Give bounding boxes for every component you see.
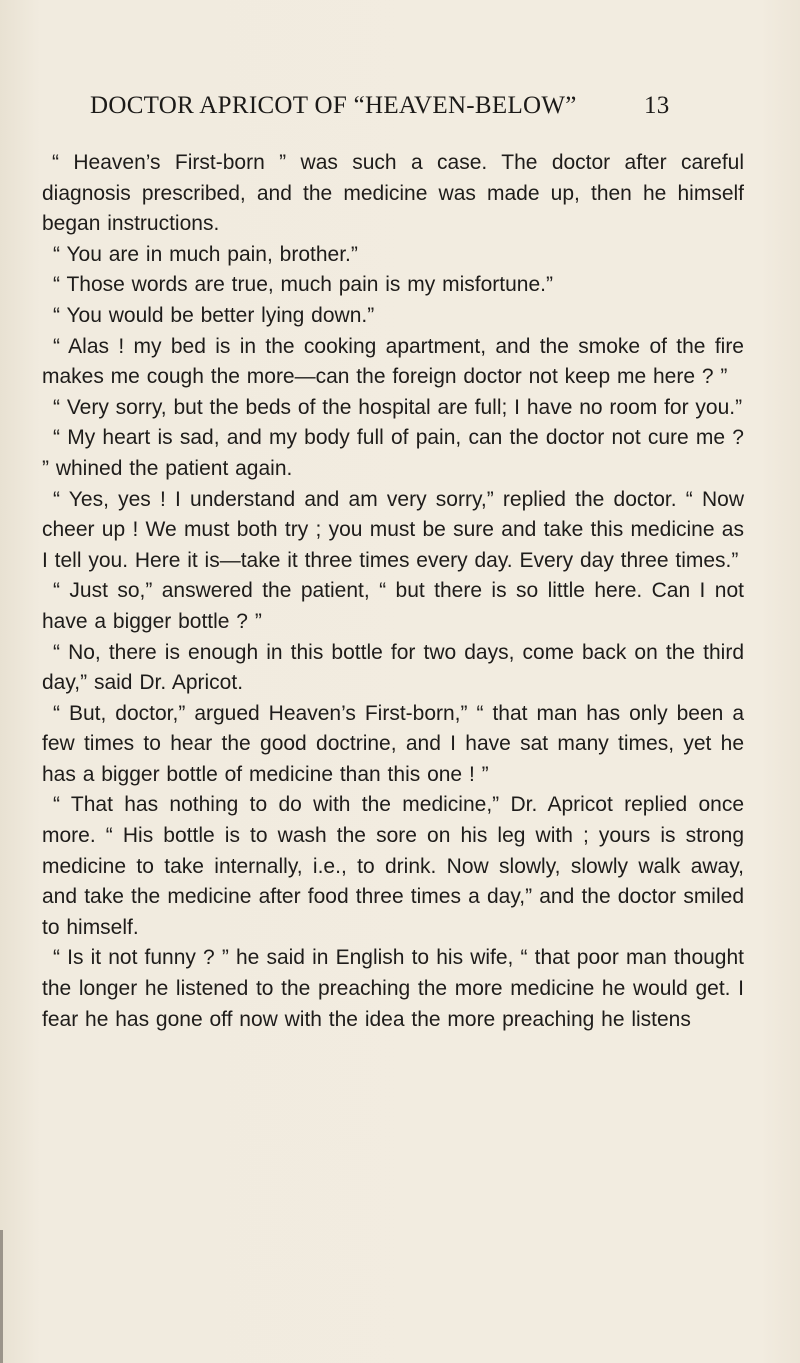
- paragraph: “ Those words are true, much pain is my misfortune.”: [53, 273, 553, 297]
- paragraph: “ Yes, yes ! I understand and am very sorry,” replied the doctor. “ Now cheer up ! We must both try ; you must be sure and take this medicine as I tell you. Here it is—take it three times every day. Every day three times.”: [42, 487, 744, 572]
- paragraph: “ My heart is sad, and my body full of pain, can the doctor not cure me ? ” whined the patient again.: [42, 426, 744, 480]
- paragraph: “ You would be better lying down.”: [53, 303, 375, 327]
- paragraph: “ Just so,” answered the patient, “ but there is so little here. Can I not have a bigger bottle ? ”: [42, 579, 744, 633]
- paragraph: “ Alas ! my bed is in the cooking apartment, and the smoke of the fire makes me cough the more—can the foreign doctor not keep me here ? ”: [42, 334, 744, 389]
- running-title: DOCTOR APRICOT OF “HEAVEN-BELOW”: [90, 92, 577, 119]
- paragraph: “ Very sorry, but the beds of the hospital are full; I have no room for you.”: [53, 395, 743, 419]
- paragraph: “ That has nothing to do with the medicine,” Dr. Apricot replied once more. “ His bottle is to wash the sore on his leg with ; yours is strong medicine to take internally, i.e., to drink. Now slowly, slowly walk away, and take the medicine after food three times a day,” and the doctor smiled to himself.: [42, 793, 744, 939]
- paragraph: “ But, doctor,” argued Heaven’s First-born,” “ that man has only been a few times to hear the good doctrine, and I have sat many times, yet he has a bigger bottle of medicine than this one ! ”: [42, 701, 744, 786]
- paragraph: “ You are in much pain, brother.”: [53, 242, 358, 266]
- paragraph: “ Is it not funny ? ” he said in English to his wife, “ that poor man thought the longer he listened to the preaching the more medicine he would get. I fear he has gone off now with the idea the more preaching he listens: [42, 946, 744, 1031]
- paragraph: “ No, there is enough in this bottle for two days, come back on the third day,” said Dr. Apricot.: [42, 640, 744, 695]
- page-edge-shadow: [0, 1230, 3, 1363]
- body-text: [42, 148, 744, 1035]
- paragraph: “ Heaven’s First-born ” was such a case. The doctor after careful diagnosis prescribed, and the medicine was made up, then he himself began instructions.: [42, 151, 744, 236]
- page-number: 13: [644, 92, 670, 119]
- running-header: [90, 92, 710, 120]
